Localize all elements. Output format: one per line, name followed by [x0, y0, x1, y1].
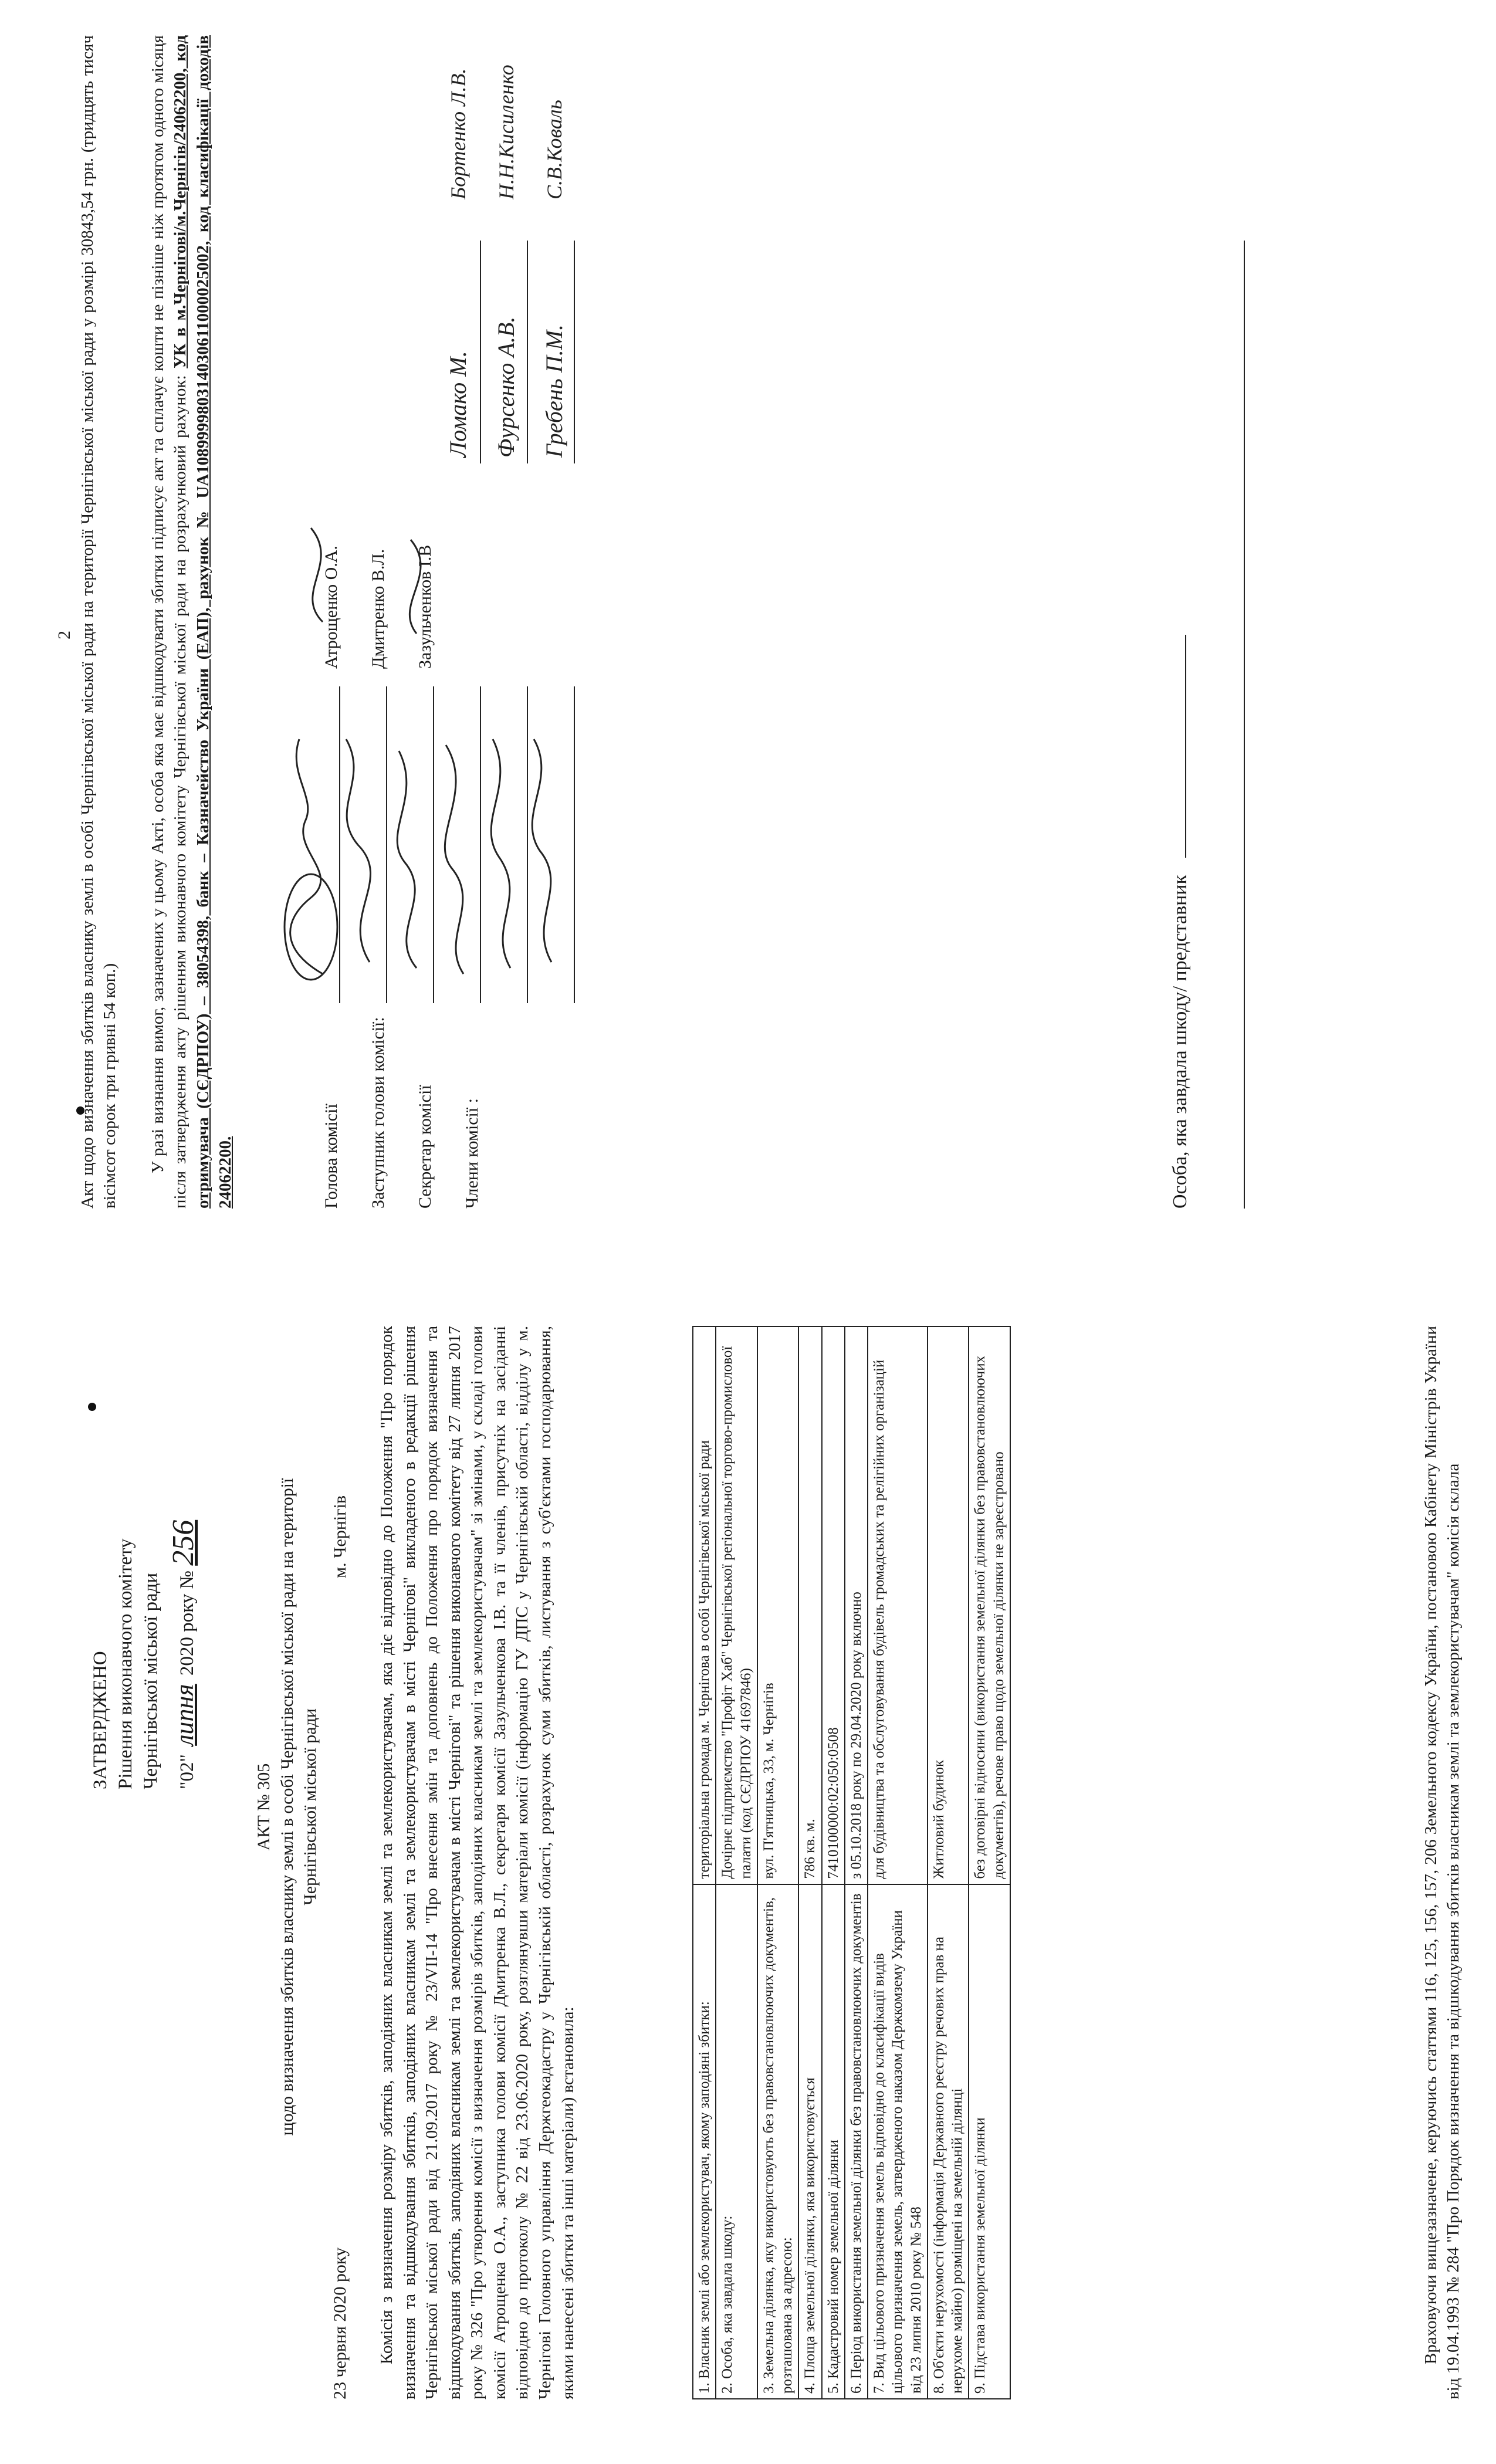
handwritten-month: липня — [170, 1684, 199, 1746]
table-row — [798, 1326, 821, 2399]
table-row — [928, 1326, 969, 2399]
table-cell-label: 7. Вид цільового призначення земель відповідно до класифікації видів цільового призначення земель, затвердженого наказом Держкомзему України від 23 липня 2010 року № 548 — [868, 1884, 928, 2399]
table-cell-label: 2. Особа, яка завдала шкоду: — [716, 1884, 757, 2399]
handwritten-number: 256 — [166, 1519, 200, 1566]
table-cell-label: 8. Об'єкти нерухомості (інформація Державного реєстру речових прав на нерухоме майно) розміщені на земельній ділянці — [928, 1884, 969, 2399]
details-table — [692, 1326, 1011, 2399]
signature-row-head: Голова комісії Атрощенко О.А. — [321, 546, 341, 1209]
table-cell-value: 786 кв. м. — [798, 1326, 821, 1884]
bank-details: УК в м.Чернігові/м.Чернігів/24062200, код отримувача (СЄДРПОУ) – 38054398, банк – Казначейство України (ЕАП), рахунок № UA108999980314030611000025002, код класифікації доходів 24062200. — [171, 35, 235, 1209]
table-cell-label: 3. Земельна ділянка, яку використовують без правовстановлюючих документів, розташована за адресою: — [757, 1884, 799, 2399]
table-row — [845, 1326, 868, 2399]
table-cell-value: 7410100000:02:050:0508 — [822, 1326, 845, 1884]
offender-line — [1244, 241, 1245, 1209]
table-cell-value: для будівництва та обслуговування будівель громадських та релігійних організацій — [868, 1326, 928, 1884]
act-subtitle-2: Чернігівської міської ради — [300, 1708, 320, 1905]
approval-date: "02" липня 2020 року № 256 — [166, 1519, 200, 1789]
table-cell-label: 6. Період використання земельної ділянки без правовстановлюючих документів — [845, 1884, 868, 2399]
table-cell-label: 1. Власник землі або землекористувач, якому заподіяні збитки: — [693, 1884, 716, 2399]
table-row — [822, 1326, 845, 2399]
handwritten-members: Ломако М. Фурсенко А.В. Гребень П.М. — [445, 316, 567, 458]
table-row — [716, 1326, 757, 2399]
approval-line-1: Рішення виконавчого комітету — [114, 1538, 136, 1789]
signatures-block — [305, 35, 716, 1209]
approval-line-2: Чернігівської міської ради — [140, 1572, 161, 1789]
table-cell-value: територіальна громада м. Чернігова в особі Чернігівської міської ради — [693, 1326, 716, 1884]
signature-row-deputy: Заступник голови комісії: Дмитренко В.Л. — [368, 549, 388, 1209]
table-cell-label: 9. Підстава використання земельної ділянки — [969, 1884, 1010, 2399]
table-cell-value: вул. П'ятницька, 33, м. Чернігів — [757, 1326, 799, 1884]
closing-paragraph: Враховуючи вищезазначене, керуючись статтями 116, 125, 156, 157, 206 Земельного кодексу України, постановою Кабінету Міністрів України від 19.04.1993 № 284 "Про Порядок визначення та відшкодування збитків власникам землі та землекористувачам" комісія склала — [1421, 1326, 1463, 2399]
table-row — [693, 1326, 716, 2399]
members-row: Члени комісії : — [446, 211, 487, 1209]
table-row — [868, 1326, 928, 2399]
payment-paragraph: У разі визнання вимог, зазначених у цьому Акті, особа яка має відшкодувати збитки підписує акт та сплачує кошти не пізніше ніж протягом одного місяця після затвердження акту рішенням виконавчого комітету Чернігівської міської ради на розрахунковий рахунок: УК в м.Чернігові/м.Чернігів/24062200, код отримувача (СЄДРПОУ) – 38054398, банк – Казначейство України (ЕАП), рахунок № UA108999980314030611000025002, код класифікації доходів 24062200. — [148, 35, 235, 1209]
approval-title: ЗАТВЕРДЖЕНО — [90, 1651, 111, 1789]
handwritten-members-2: Бортенко Л.В. Н.Н.Кисиленко С.В.Коваль — [446, 65, 566, 199]
intro-paragraph: Комісія з визначення розміру збитків, заподіяних власникам землі та землекористувачам, яка діє відповідно до Положення "Про порядок визначення та відшкодування збитків, заподіяних власникам землі та землекористувачам в місті Чернігові" викладеного в редакції рішення Чернігівської міської ради від 21.09.2017 року № 23/VII-14 "Про внесення змін та доповнень до Положення про порядок визначення та відшкодування збитків, заподіяних власникам землі та землекористувачам в місті Чернігові" та рішення виконавчого комітету від 27 липня 2017 року № 326 "Про утворення комісії з визначення розмірів збитків, заподіяних власникам землі та землекористувачам" зі змінами, у складі голови комісії Атрощенка О.А., заступника голови комісії Дмитренка В.Л., секретаря комісії Зазульченкова І.В. та її членів, присутніх на засіданні відповідно до протоколу № 22 від 23.06.2020 року, розглянувши матеріали комісії (інформацію ГУ ДПС у Чернігівській області, відділу у м. Чернігові Головного управління Держгеокадастру у Чернігівській області, розрахунок суми збитків, листування з суб'єктами господарювання, якими нанесені збитки та інші матеріали) встановила: — [377, 1326, 577, 2399]
page-1 — [0, 1232, 1496, 2464]
page-number: 2 — [55, 631, 74, 639]
offender-row — [1167, 35, 1194, 1209]
table-cell-value: Дочірнє підприємство "Профіт Хаб" Чернігівської регіональної торгово-промислової палати (код СЄДРПОУ 41697846) — [716, 1326, 757, 1884]
table-cell-label: 5. Кадастровий номер земельної ділянки — [822, 1884, 845, 2399]
table-row — [757, 1326, 799, 2399]
amount-paragraph: Акт щодо визначення збитків власнику землі в особі Чернігівської міської ради на території Чернігівської міської ради у розмірі 30843,54 грн. (тридцять тисяч вісімсот сорок три гривні 54 коп.) — [78, 35, 120, 1209]
table-cell-value: з 05.10.2018 року по 29.04.2020 року включно — [845, 1326, 868, 1884]
offender-label: Особа, яка завдала шкоду/ представник — [1169, 874, 1191, 1209]
table-cell-label: 4. Площа земельної ділянки, яка використовується — [798, 1884, 821, 2399]
act-date: 23 червня 2020 року — [330, 2247, 350, 2399]
act-subtitle-1: щодо визначення збитків власнику землі в особі Чернігівської міської ради на території — [277, 1478, 297, 2136]
signature-row-secretary: Секретар комісії Зазульченков І.В — [415, 544, 435, 1209]
table-cell-value: Житловий будинок — [928, 1326, 969, 1884]
table-cell-value: без договірні відносини (використання земельної ділянки без правовстановлюючих документів), речове право щодо земельної ділянки не зареєстровано — [969, 1326, 1010, 1884]
act-city: м. Чернігів — [330, 1495, 350, 1578]
table-row — [969, 1326, 1010, 2399]
act-title: АКТ № 305 — [254, 1763, 273, 1851]
approval-block — [88, 1261, 203, 1789]
act-heading — [252, 1396, 322, 2218]
